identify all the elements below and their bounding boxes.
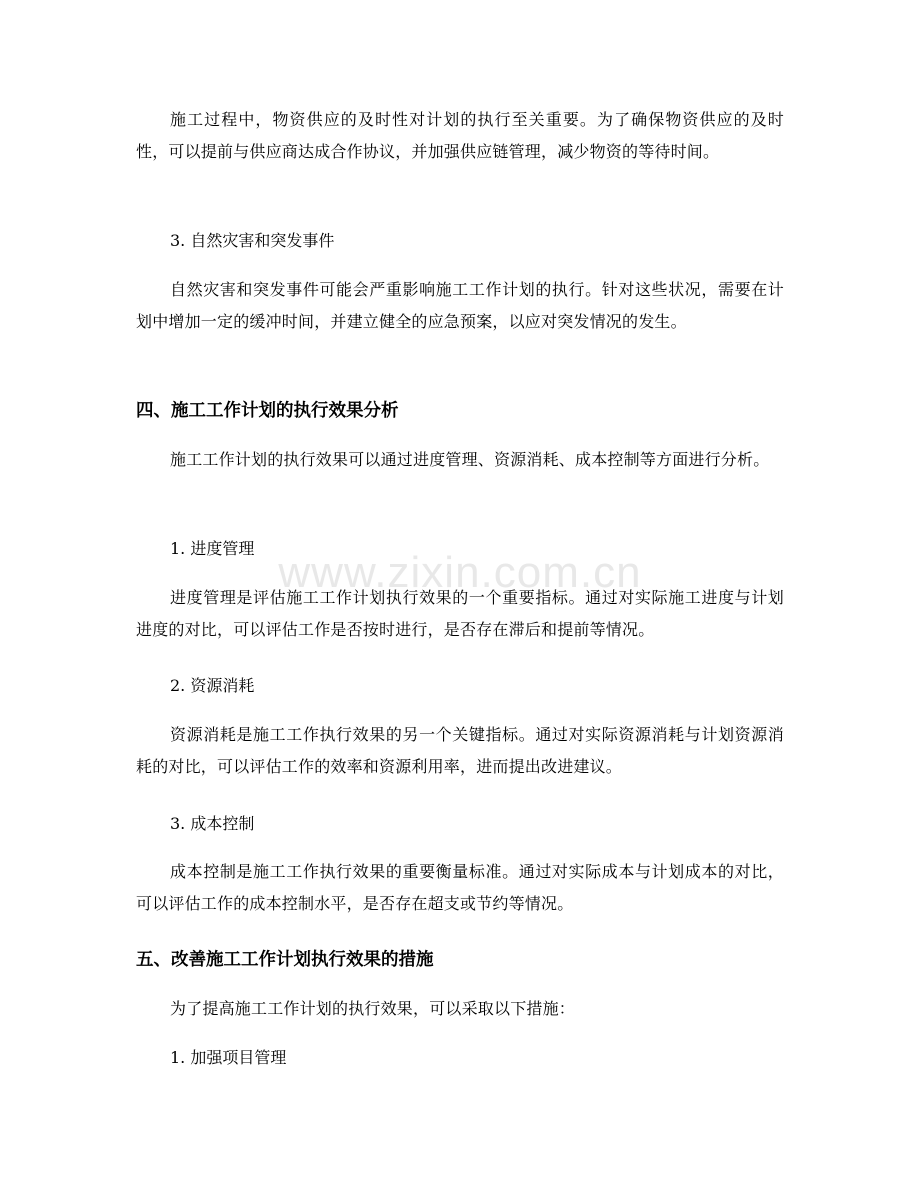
list-item-cost: 3. 成本控制 bbox=[170, 814, 255, 833]
section-heading-4: 四、施工工作计划的执行效果分析 bbox=[136, 401, 399, 421]
watermark-text: www.zixin.com.cn bbox=[278, 548, 642, 597]
paragraph-resource: 资源消耗是施工工作执行效果的另一个关键指标。通过对实际资源消耗与计划资源消耗的对比，可以评估工作的效率和资源利用率，进而提出改进建议。 bbox=[136, 725, 784, 776]
paragraph-disaster: 自然灾害和突发事件可能会严重影响施工工作计划的执行。针对这些状况，需要在计划中增加一定的缓冲时间，并建立健全的应急预案，以应对突发情况的发生。 bbox=[136, 280, 784, 331]
paragraph-effect-intro: 施工工作计划的执行效果可以通过进度管理、资源消耗、成本控制等方面进行分析。 bbox=[170, 450, 770, 469]
paragraph-supply: 施工过程中，物资供应的及时性对计划的执行至关重要。为了确保物资供应的及时性，可以提前与供应商达成合作协议，并加强供应链管理，减少物资的等待时间。 bbox=[136, 110, 784, 161]
list-item-natural-disaster: 3. 自然灾害和突发事件 bbox=[170, 231, 335, 250]
paragraph-progress: 进度管理是评估施工工作计划执行效果的一个重要指标。通过对实际施工进度与计划进度的对比，可以评估工作是否按时进行，是否存在滞后和提前等情况。 bbox=[136, 588, 784, 639]
paragraph-cost: 成本控制是施工工作执行效果的重要衡量标准。通过对实际成本与计划成本的对比，可以评估工作的成本控制水平，是否存在超支或节约等情况。 bbox=[136, 862, 784, 913]
paragraph-measures-intro: 为了提高施工工作计划的执行效果，可以采取以下措施： bbox=[170, 999, 576, 1018]
list-item-progress: 1. 进度管理 bbox=[170, 539, 255, 558]
section-heading-5: 五、改善施工工作计划执行效果的措施 bbox=[136, 950, 434, 970]
list-item-resource: 2. 资源消耗 bbox=[170, 676, 255, 695]
list-item-project-management: 1. 加强项目管理 bbox=[170, 1048, 287, 1067]
